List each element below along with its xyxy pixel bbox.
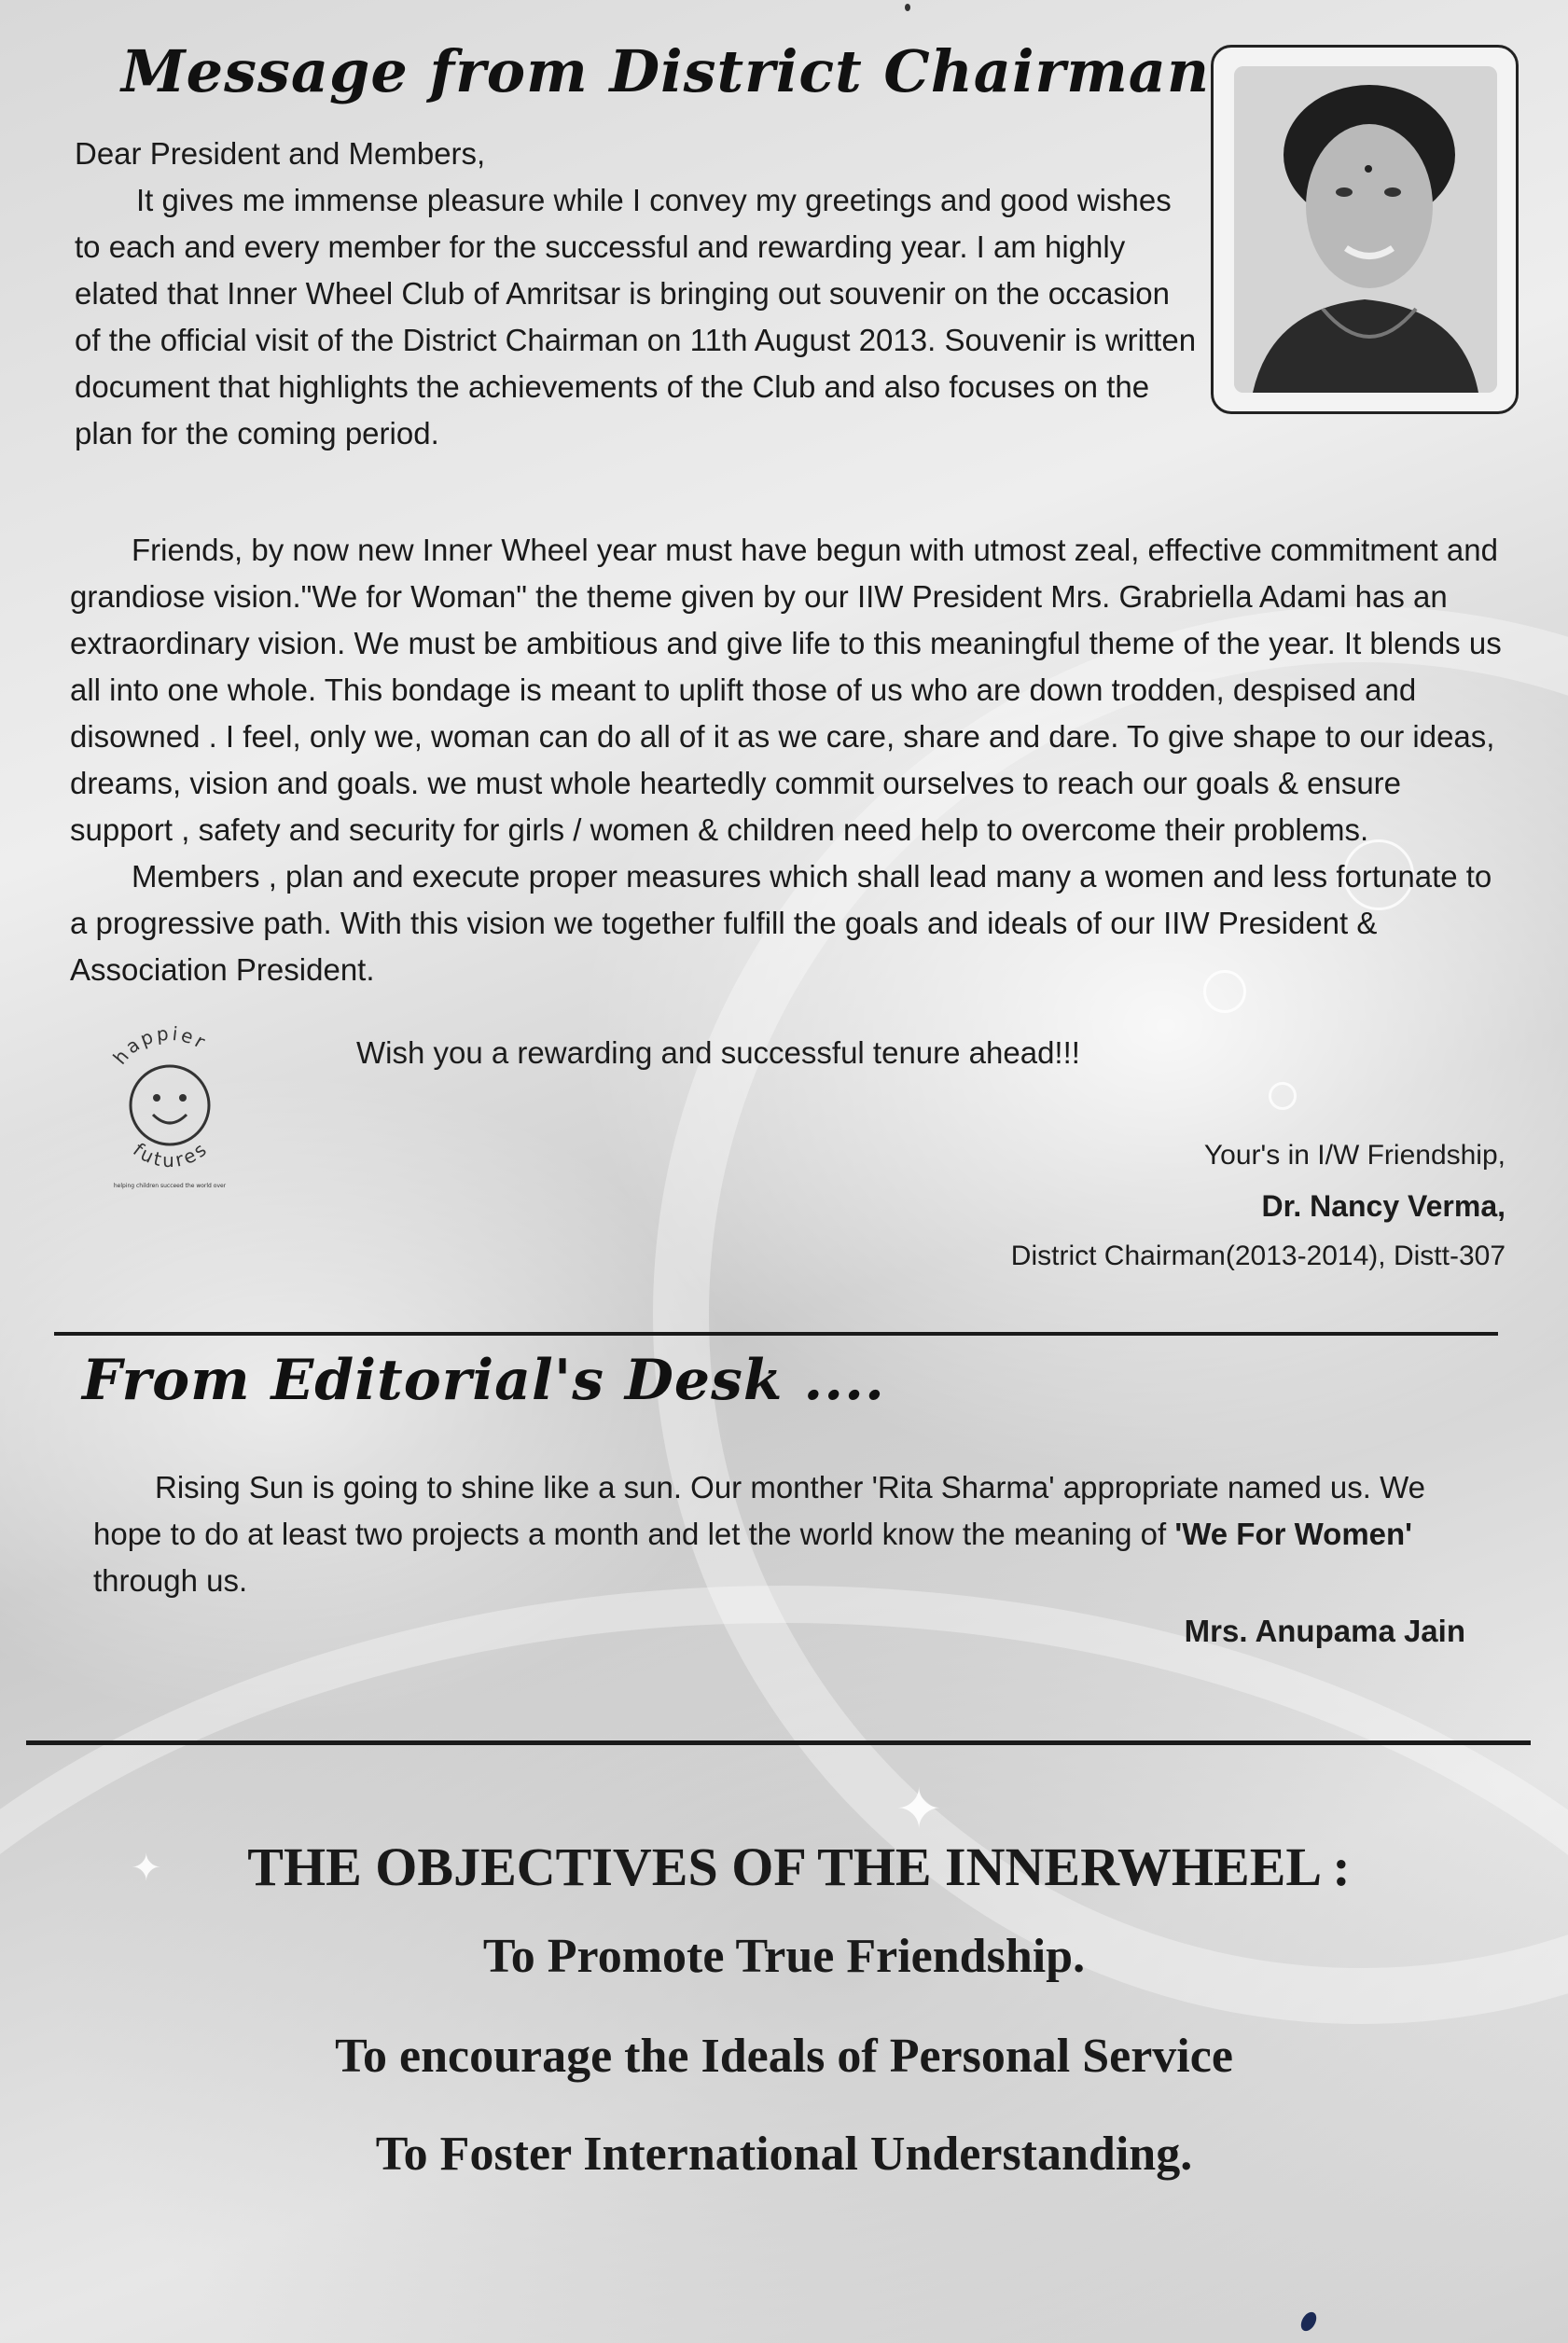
message-paragraph-2: Friends, by now new Inner Wheel year must have begun with utmost zeal, effective commitment and grandiose vision."We for Woman" the theme given by our IIW President Mrs. Grabriella Adami has an extraordinary vision. We must be ambitious and give life to this meaningful theme of the year. It blends us all into one whole. This bondage is meant to uplift those of us who are down trodden, despised and disowned . I feel, only we, woman can do all of it as we care, share and dare. To give shape to our ideas, dreams, vision and goals. we must whole heartedly commit ourselves to reach our goals & ensure support , safety and security for girls / women & children need help to overcome their problems.	[70, 533, 1502, 847]
logo-tagline: helping children succeed the world over	[113, 1183, 227, 1189]
signatory-name: Dr. Nancy Verma,	[1261, 1189, 1506, 1223]
editor-name: Mrs. Anupama Jain	[1184, 1614, 1465, 1648]
objective-item: To Foster International Understanding.	[375, 2128, 1193, 2181]
objective-item: To Promote True Friendship.	[482, 1930, 1086, 1983]
signatory-designation: District Chairman(2013-2014), Distt-307	[1010, 1241, 1506, 1271]
svg-text:happier	[108, 1022, 211, 1069]
editorial-text-start: Rising Sun is going to shine like a sun. Our monther 'Rita Sharma' appropriate named us. We hope to do at least two projects a month and let the world know the meaning of	[93, 1470, 1426, 1551]
editorial-theme: 'We For Women'	[1174, 1517, 1413, 1551]
print-speck	[905, 4, 910, 11]
logo-top-text: happier	[108, 1021, 212, 1069]
objectives-title: THE OBJECTIVES OF THE INNERWHEEL :	[247, 1837, 1351, 1897]
editorial-title: From Editorial's Desk ....	[82, 1348, 885, 1413]
chairman-photo-frame	[1211, 45, 1519, 414]
editorial-text-end: through us.	[93, 1563, 248, 1598]
smiley-logo-icon	[86, 1021, 254, 1199]
salutation: Dear President and Members,	[75, 136, 486, 171]
logo-bottom-text: futures	[129, 1136, 214, 1172]
portrait-illustration	[1234, 66, 1497, 393]
message-paragraph-1: It gives me immense pleasure while I convey my greetings and good wishes to each and every member for the successful and rewarding year. I am highly elated that Inner Wheel Club of Amritsar is bringing out souvenir on the occasion of the official visit of the District Chairman on 11th August 2013. Souvenir is written document that highlights the achievements of the Club and also focuses on the plan for the coming period.	[75, 183, 1197, 451]
section-divider	[54, 1332, 1498, 1336]
editorial-text	[93, 1464, 1469, 1604]
svg-text:futures	[129, 1137, 213, 1172]
sparkle-decoration: ✦	[895, 1778, 943, 1840]
background-bubble	[1269, 1082, 1297, 1110]
objective-item: To encourage the Ideals of Personal Service	[335, 2030, 1233, 2083]
chairman-photo	[1234, 66, 1497, 393]
message-body-lower	[70, 527, 1511, 993]
happier-futures-logo	[86, 1021, 254, 1199]
wish-line: Wish you a rewarding and successful tenure ahead!!!	[356, 1035, 1080, 1070]
sparkle-decoration: ✦	[131, 1848, 162, 1889]
ink-mark	[1297, 2309, 1319, 2334]
closing-line: Your's in I/W Friendship,	[1203, 1140, 1506, 1171]
message-paragraph-3: Members , plan and execute proper measures which shall lead many a women and less fortunate to a progressive path. With this vision we together fulfill the goals and ideals of our IIW President & Association President.	[70, 859, 1492, 987]
message-body-upper	[75, 131, 1203, 457]
message-title: Message from District Chairman	[121, 37, 1211, 105]
section-divider	[26, 1740, 1531, 1745]
